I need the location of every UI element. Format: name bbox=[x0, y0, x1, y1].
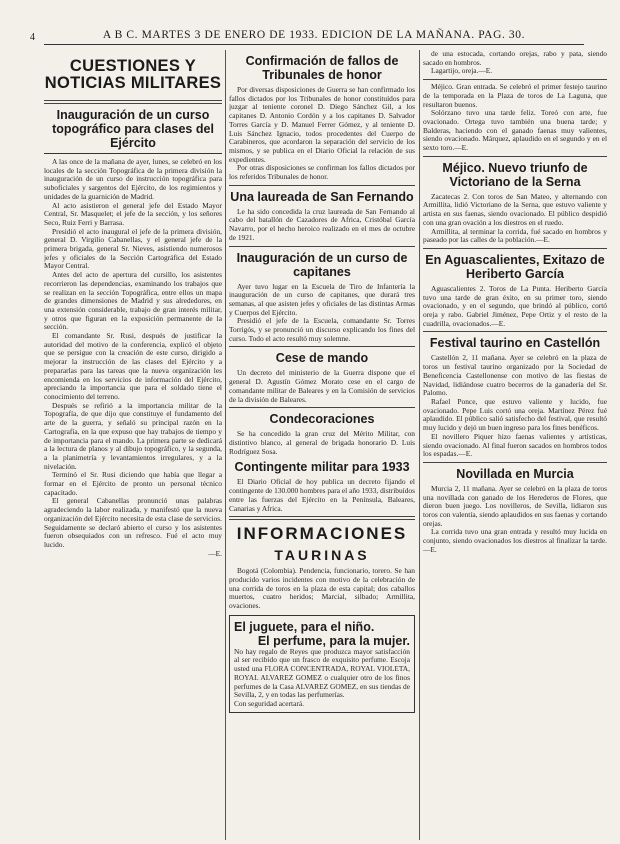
divider bbox=[423, 331, 607, 332]
article-paragraph: Por otras disposiciones se confirman los fallos dictados por los referidos Tribunales de honor. bbox=[229, 163, 415, 182]
article-paragraph: Rafael Ponce, que estuvo valiente y lucido, fue ovacionado. Pepe Luis cortó una oreja. Martínez Pérez fué aplaudido. El público salió satisfecho del festival, que resultó muy lucido y dejó un buen ingreso para los fines benéficos. bbox=[423, 396, 607, 433]
divider bbox=[229, 246, 415, 247]
article-paragraph: Presidió el jefe de la Escuela, comandante Sr. Torres Torrigós, y se pronunció un discurso explicando los fines del curso. Todo el acto resultó muy solemne. bbox=[229, 316, 415, 343]
column-bullfighting bbox=[423, 50, 607, 842]
article-paragraph: Un decreto del ministerio de la Guerra dispone que el general D. Agustín Gómez Morato cese en el cargo de comandante militar de Baleares y en la Comisión de servicios de la división de Baleares. bbox=[229, 368, 415, 404]
page-header: A B C. MARTES 3 DE ENERO DE 1933. EDICION DE LA MAÑANA. PAG. 30. bbox=[44, 28, 584, 45]
article-title-serna-triumph: Méjico. Nuevo triunfo de Victoriano de la Serna bbox=[442, 160, 588, 189]
article-paragraph: Zacatecas 2. Con toros de San Mateo, y alternando con Armillita, lidió Victoriano de la Serna, que estuvo valiente y artista en sus faenas, siendo ovacionado. El público despidió con una gran ovación a los diestros en el ruedo. bbox=[423, 191, 607, 227]
article-paragraph: Méjico. Gran entrada. Se celebró el primer festejo taurino de la temporada en la Plaza de toros de La Laguna, que resultaron buenos. bbox=[423, 82, 607, 109]
divider bbox=[44, 100, 222, 104]
article-title-topographic-course: Inauguración de un curso topográfico para clases del Ejército bbox=[44, 108, 222, 154]
article-paragraph: Armillita, al terminar la corrida, fué sacado en hombros y paseado por las calles de la población.—E. bbox=[423, 226, 607, 245]
divider bbox=[229, 516, 415, 520]
column-rule-1 bbox=[225, 50, 226, 840]
article-title-aguascalientes: En Aguascalientes, Exitazo de Heriberto García bbox=[425, 252, 605, 281]
article-title-decorations: Condecoraciones bbox=[269, 412, 375, 427]
article-paragraph: Después se refirió a la importancia militar de la Topografía, de que dijo que constituye el fundamento del arte de la guerra, y señaló su principal razón en la Cartografía, en la que expuso que hay trabajos de tiempo y de importancia para el mando. La primera parte se dedicará a la lectura de planos y al dibujo topográfico, y la segunda, a la planimetría y levantamientos irregulares, y a la nivelación. bbox=[44, 400, 222, 471]
column-rule-2 bbox=[419, 50, 420, 840]
section-subtitle-taurine: TAURINAS bbox=[274, 547, 370, 564]
divider bbox=[423, 248, 607, 249]
article-paragraph: El Diario Oficial de hoy publica un decreto fijando el contingente de 130.000 hombres para el año 1933, distribuídos entre las fuerzas del Ejército en la Península, Baleares, Canarias y Africa. bbox=[229, 477, 415, 513]
article-title-command-cease: Cese de mando bbox=[275, 351, 369, 366]
divider bbox=[229, 185, 415, 186]
article-paragraph: La corrida tuvo una gran entrada y resultó muy lucida en conjunto, siendo ovacionados los diestros al finalizar la tarde.—E. bbox=[423, 527, 607, 554]
column-military-taurine bbox=[229, 50, 415, 842]
article-paragraph: Se ha concedido la gran cruz del Mérito Militar, con distintivo blanco, al general de brigada honorario D. Luis Rodríguez Sosa. bbox=[229, 429, 415, 456]
article-paragraph: de una estocada, cortando orejas, rabo y pata, siendo sacado en hombros. bbox=[423, 50, 607, 67]
ad-headline-toy: El juguete, para el niño. bbox=[234, 619, 375, 634]
article-paragraph: El comandante Sr. Rusi, después de justificar la autoridad del motivo de la conferencia, explicó el objeto que se persigue con la creación de este curso, dirigido a mejorar la instrucción de las clases del Ejército y a prepararlas para las tareas que la nueva organización les encomienda en los servicios de información del Ejército, apreciando la importancia que para el soldado tiene el conocimiento del terreno. bbox=[44, 331, 222, 401]
page-number-left: 4 bbox=[30, 32, 35, 43]
article-paragraph: Ayer tuvo lugar en la Escuela de Tiro de Infantería la inauguración de un curso de capitanes, que durará tres semanas, al que asisten jefes y oficiales de las distintas Armas y Cuerpos del Ejército. bbox=[229, 281, 415, 317]
article-title-murcia-novillada: Novillada en Murcia bbox=[456, 466, 574, 481]
ad-headline-perfume: El perfume, para la mujer. bbox=[257, 633, 410, 648]
article-paragraph: Al acto asistieron el general jefe del Estado Mayor Central, Sr. Masquelet; el jefe de la sección, y los señores Seco, Ruiz Ferri y Barrasa. bbox=[44, 200, 222, 227]
article-paragraph: Lagartijo, oreja.—E. bbox=[431, 66, 493, 76]
article-paragraph: Murcia 2, 11 mañana. Ayer se celebró en la plaza de toros una novillada con ganado de los Herederos de Flores, que dieron buen juego. Los novilleros, de Sevilla, lidiaron sus toros con valentía, siendo aplaudidos en sus faenas y cortando orejas. bbox=[423, 483, 607, 528]
divider bbox=[423, 79, 607, 80]
article-paragraph: A las once de la mañana de ayer, lunes, se celebró en los locales de la sección Topográfica de la primera división la inauguración de un curso de instrucción topográfica para suboficiales y sargentos del Ejército, de los regimientos y unidades de la guarnición de Madrid. bbox=[44, 157, 222, 201]
article-paragraph: Por diversas disposiciones de Guerra se han confirmado los fallos dictados por los Tribunales de honor constituídos para juzgar al teniente coronel D. Diego Sánchez Gil, a los capitanes D. Antonio Cordón y a los capitanes D. Salvador Torres García y D. Manuel Ferrer Gómez, y al teniente D. Luis Sánchez Ignacio, todos procedentes del Cuerpo de Carabineros, que acordaron la separación del servicio de los mismos, y se publica en el Diario Oficial la relación de sus expedientes. bbox=[229, 85, 415, 164]
article-paragraph: Solórzano tuvo una tarde feliz. Toreó con arte, fue ovacionado. Ortega tuvo también una buena tarde; y Balderas, haciendo con el ganado faenas muy valientes, siendo ovacionado. Márquez, aplaudido en el segundo y en el sexto toro.—E. bbox=[423, 108, 607, 153]
column-military-news bbox=[44, 50, 222, 842]
article-signature: —E. bbox=[208, 548, 222, 558]
divider bbox=[423, 462, 607, 463]
perfume-advertisement bbox=[229, 615, 415, 713]
section-title-taurine: INFORMACIONES bbox=[236, 524, 408, 544]
article-paragraph: Antes del acto de apertura del cursillo, los asistentes recorrieron las dependencias, examinando los trabajos que se realizan en la sección Topográfica, entre ellos un mapa de grandes dimensiones de Madrid y sus alrededores, en una extensión considerable, trabajo de gran interés militar, y otros que figuran en la exposición permanente de la sección. bbox=[44, 270, 222, 332]
article-paragraph: Castellón 2, 11 mañana. Ayer se celebró en la plaza de toros un festival taurino organizado por la Sociedad de Beneficencia Castellonense con motivo de las fiestas de Navidad, lidiándose cuatro becerros de la ganadería del Sr. Palomo. bbox=[423, 353, 607, 398]
article-paragraph: El novillero Piquer hizo faenas valientes y artísticas, siendo ovacionado. Al final fueron sacados en hombros todos los espadas.—E. bbox=[423, 431, 607, 459]
article-title-contingent: Contingente militar para 1933 bbox=[234, 460, 410, 475]
divider bbox=[229, 407, 415, 408]
article-paragraph: Aguascalientes 2. Toros de La Punta. Heriberto García tuvo una tarde de gran éxito, en su primer toro, siendo ovacionado, y en el segundo, que brindó al público, cortó oreja y rabo. Gabriel Jiménez, Pepe Ortiz y el resto de la cuadrilla, ovacionados.—E. bbox=[423, 283, 607, 328]
ad-tail: Con seguridad acertará. bbox=[234, 698, 304, 708]
article-paragraph: El general Cabanellas pronunció unas palabras agradeciendo la labor realizada, y manifestó que la nueva organización del Ejército necesita de esta clase de servicios. Seguidamente se declaró abierto el curso y los asistentes fueron obsequiados con un refresco. Fué el acto muy lucido. bbox=[44, 496, 222, 549]
article-paragraph: Bogotá (Colombia). Pendencia, funcionario, torero. Se han producido varios incidentes con motivo de la celebración de una corrida de toros en la plaza de esta capital; dos caballos muertos, cuatro heridos; Marcial, silbado; Armillita, ovaciones. bbox=[229, 566, 415, 611]
article-paragraph: Le ha sido concedida la cruz laureada de San Fernando al cabo del batallón de Cazadores de Africa, Cristóbal García Navarro, por el hecho heroico realizado en el mes de octubre de 1921. bbox=[229, 206, 415, 242]
article-title-castellon-festival: Festival taurino en Castellón bbox=[429, 336, 601, 351]
article-title-honor-tribunals: Confirmación de fallos de Tribunales de honor bbox=[245, 54, 399, 82]
divider bbox=[423, 156, 607, 157]
section-title-military: CUESTIONES Y NOTICIAS MILITARES bbox=[44, 57, 222, 92]
article-title-laureate: Una laureada de San Fernando bbox=[230, 189, 414, 204]
ad-body: No hay regalo de Reyes que produzca mayor satisfacción al ser recibido que un frasco de exquisito perfume. Escoja usted una FLORA CONCENTRADA, ROYAL VIOLETA, ROYAL ALVAREZ GOMEZ o cualquier otro de los finos perfumes de la Casa ALVAREZ GOMEZ, en sus tiendas de Sevilla, 2, y en todas las perfumerías. bbox=[234, 646, 410, 700]
article-title-captains-course: Inauguración de un curso de capitanes bbox=[236, 250, 408, 279]
article-paragraph: Presidió el acto inaugural el jefe de la primera división, general D. Virgilio Cabanellas, y el general jefe de la primera brigada, general Sr. Nieves, asistiendo numerosos jefes y oficiales de la Sección Cartográfica del Estado Mayor Central. bbox=[44, 226, 222, 271]
divider bbox=[229, 346, 415, 347]
article-paragraph: Terminó el Sr. Rusi diciendo que había que llegar a formar en el Ejército de pronto un personal técnico capacitado. bbox=[44, 470, 222, 497]
